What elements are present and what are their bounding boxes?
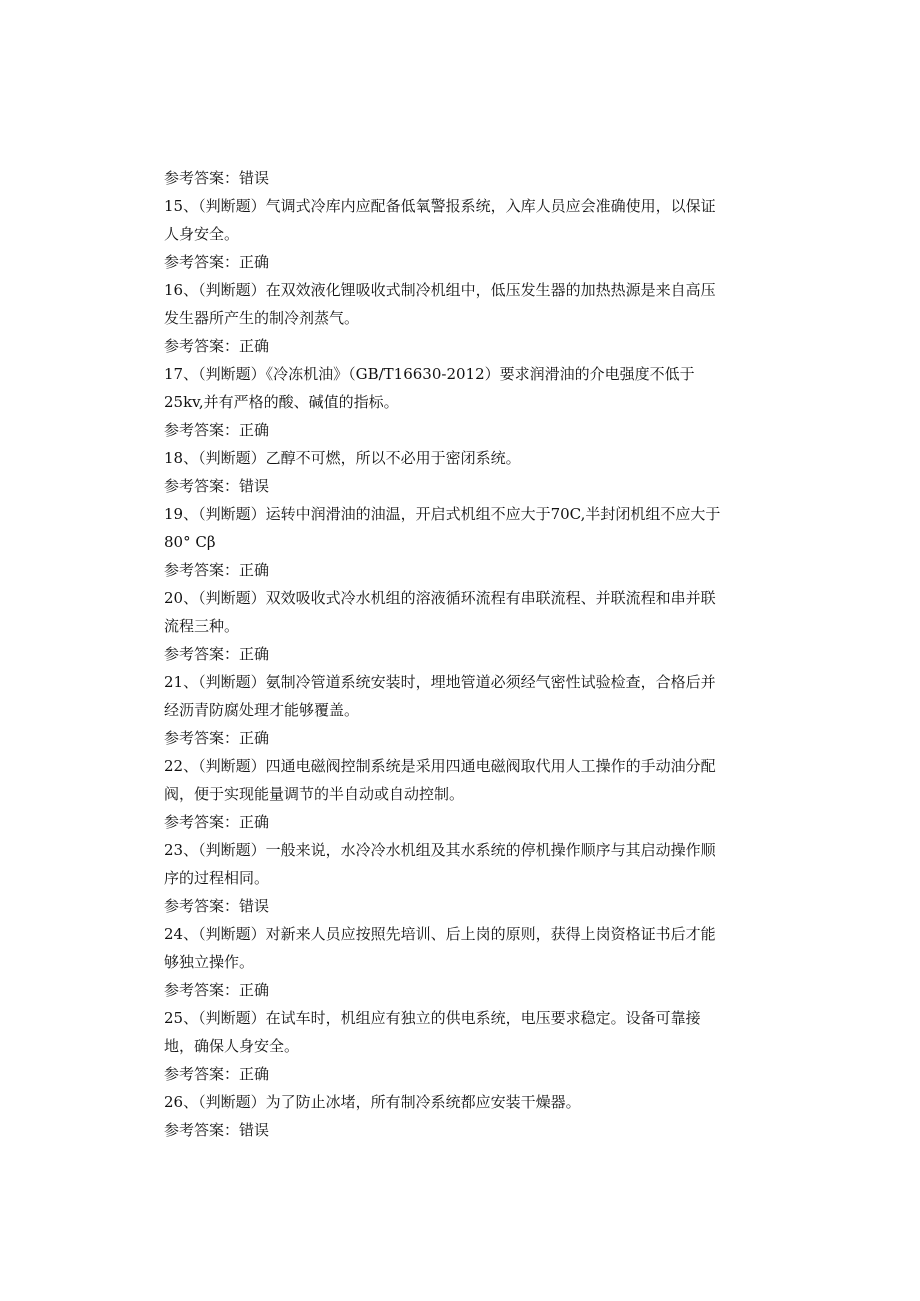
question-line: 地，确保人身安全。 [164,1037,300,1055]
answer-line: 参考答案：正确 [164,645,270,663]
question-line: 24、（判断题）对新来人员应按照先培训、后上岗的原则，获得上岗资格证书后才能 [164,925,716,943]
question-line: 21、（判断题）氨制冷管道系统安装时，埋地管道必须经气密性试验检查，合格后并 [164,673,716,691]
question-line: 15、（判断题）气调式冷库内应配备低氧警报系统，入库人员应会准确使用，以保证 [164,197,716,215]
question-line: 序的过程相同。 [164,869,270,887]
answer-line: 参考答案：错误 [164,897,270,915]
question-line: 够独立操作。 [164,953,255,971]
answer-line: 参考答案：正确 [164,337,270,355]
question-line: 22、（判断题）四通电磁阀控制系统是采用四通电磁阀取代用人工操作的手动油分配 [164,757,716,775]
question-line: 人身安全。 [164,225,240,243]
answer-line: 参考答案：错误 [164,477,270,495]
answer-line: 参考答案：错误 [164,169,270,187]
question-line: 18、（判断题）乙醇不可燃，所以不必用于密闭系统。 [164,449,521,467]
question-line: 25kv,并有严格的酸、碱值的指标。 [164,393,399,411]
question-line: 流程三种。 [164,617,240,635]
answer-line: 参考答案：正确 [164,561,270,579]
question-line: 16、（判断题）在双效液化锂吸收式制冷机组中，低压发生器的加热热源是来自高压 [164,281,716,299]
question-line: 23、（判断题）一般来说，水冷冷水机组及其水系统的停机操作顺序与其启动操作顺 [164,841,716,859]
answer-line: 参考答案：正确 [164,253,270,271]
question-line: 80° Cβ [164,533,216,551]
answer-line: 参考答案：正确 [164,813,270,831]
question-line: 20、（判断题）双效吸收式冷水机组的溶液循环流程有串联流程、并联流程和串并联 [164,589,716,607]
answer-line: 参考答案：错误 [164,1121,270,1139]
answer-line: 参考答案：正确 [164,729,270,747]
question-line: 26、（判断题）为了防止冰堵，所有制冷系统都应安装干燥器。 [164,1093,581,1111]
answer-line: 参考答案：正确 [164,1065,270,1083]
question-line: 发生器所产生的制冷剂蒸气。 [164,309,360,327]
question-line: 25、（判断题）在试车时，机组应有独立的供电系统，电压要求稳定。设备可靠接 [164,1009,701,1027]
question-line: 经沥青防腐处理才能够覆盖。 [164,701,360,719]
question-line: 阀，便于实现能量调节的半自动或自动控制。 [164,785,465,803]
answer-line: 参考答案：正确 [164,421,270,439]
question-line: 19、（判断题）运转中润滑油的油温，开启式机组不应大于70C,半封闭机组不应大于 [164,505,721,523]
answer-line: 参考答案：正确 [164,981,270,999]
document-body [164,164,754,1144]
question-line: 17、（判断题）《冷冻机油》（GB/T16630-2012）要求润滑油的介电强度不低于 [164,365,695,383]
